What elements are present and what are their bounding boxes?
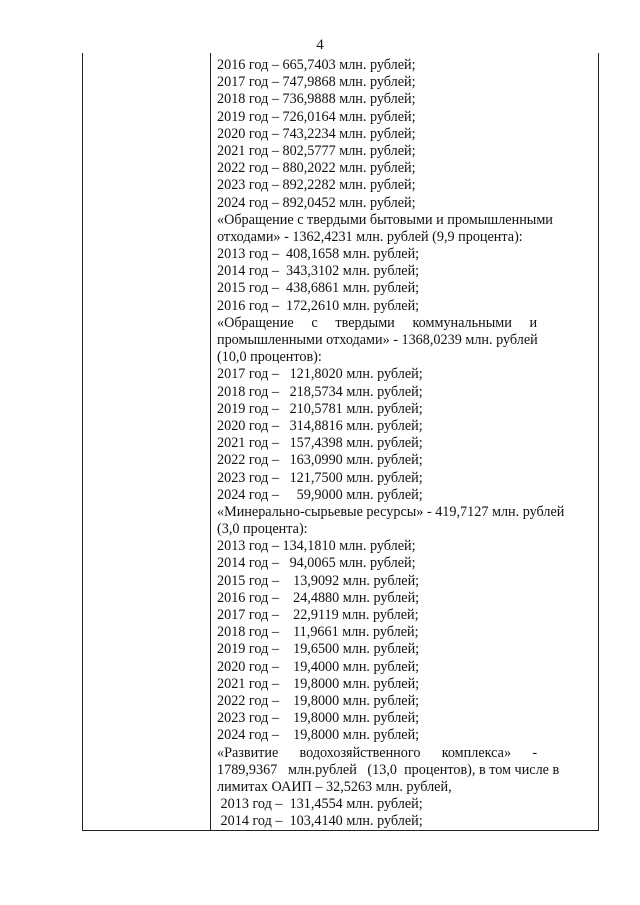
year-line: 2022 год – 163,0990 млн. рублей; [217,452,423,469]
year-line: 2014 год – 343,3102 млн. рублей; [217,263,420,280]
year-line: 2019 год – 726,0164 млн. рублей; [217,108,416,125]
year-line: 2019 год – 210,5781 млн. рублей; [217,400,423,417]
year-line: 2016 год – 24,4880 млн. рублей; [217,589,420,606]
year-line: 2013 год – 131,4554 млн. рублей; [217,796,423,813]
funding-years-block-4 [217,538,595,744]
year-line: 2023 год – 121,7500 млн. рублей; [217,469,423,486]
year-line: 2020 год – 743,2234 млн. рублей; [217,125,416,142]
section-heading-line: (10,0 процентов): [217,349,322,366]
year-line: 2017 год – 747,9868 млн. рублей; [217,74,416,91]
funding-years-block-1 [217,57,595,212]
page-number: 4 [316,37,324,53]
year-line: 2021 год – 802,5777 млн. рублей; [217,142,416,159]
section-heading-mineral-resources [217,504,595,538]
year-line: 2014 год – 94,0065 млн. рублей; [217,555,416,572]
section-heading-line: «Обращение с твердыми бытовыми и промышленными [217,211,553,228]
year-line: 2018 год – 11,9661 млн. рублей; [217,624,419,641]
year-line: 2022 год – 19,8000 млн. рублей; [217,692,420,709]
section-heading-line: промышленными отходами» - 1368,0239 млн. рублей [217,332,538,348]
year-line: 2019 год – 19,6500 млн. рублей; [217,641,420,658]
year-line: 2015 год – 13,9092 млн. рублей; [217,572,420,589]
section-heading-line: «Развитие водохозяйственного комплекса» - [217,744,538,761]
year-line: 2015 год – 438,6861 млн. рублей; [217,280,420,297]
year-line: 2016 год – 665,7403 млн. рублей; [217,57,416,73]
year-line: 2024 год – 19,8000 млн. рублей; [217,727,420,744]
section-heading-line: (3,0 процента): [217,521,308,538]
year-line: 2016 год – 172,2610 млн. рублей; [217,297,420,314]
year-line: 2017 год – 121,8020 млн. рублей; [217,366,423,383]
table-right-column [217,57,595,830]
year-line: 2021 год – 157,4398 млн. рублей; [217,435,423,452]
section-heading-water-management [217,745,595,797]
year-line: 2017 год – 22,9119 млн. рублей; [217,607,419,623]
table-left-column [83,53,211,830]
section-heading-line: «Обращение с твердыми коммунальными и [217,314,538,331]
year-line: 2013 год – 408,1658 млн. рублей; [217,246,420,263]
funding-years-block-5 [217,796,595,830]
year-line: 2013 год – 134,1810 млн. рублей; [217,538,416,555]
funding-years-block-3 [217,366,595,504]
funding-years-block-2 [217,246,595,315]
year-line: 2018 год – 218,5734 млн. рублей; [217,383,423,400]
section-heading-solid-waste [217,212,595,246]
year-line: 2020 год – 314,8816 млн. рублей; [217,417,423,434]
year-line: 2023 год – 892,2282 млн. рублей; [217,177,416,194]
year-line: 2021 год – 19,8000 млн. рублей; [217,675,420,692]
document-table [82,53,599,831]
year-line: 2024 год – 59,9000 млн. рублей; [217,486,423,503]
section-heading-line: отходами» - 1362,4231 млн. рублей (9,9 процента): [217,228,523,245]
year-line: 2023 год – 19,8000 млн. рублей; [217,710,420,727]
section-heading-communal-waste [217,315,595,367]
section-heading-line: лимитах ОАИП – 32,5263 млн. рублей, [217,778,452,795]
year-line: 2018 год – 736,9888 млн. рублей; [217,91,416,108]
section-heading-line: 1789,9367 млн.рублей (13,0 процентов), в том числе в [217,761,560,778]
year-line: 2020 год – 19,4000 млн. рублей; [217,658,420,675]
section-heading-line: «Минерально-сырьевые ресурсы» - 419,7127 млн. рублей [217,503,565,520]
year-line: 2024 год – 892,0452 млн. рублей; [217,194,416,211]
year-line: 2022 год – 880,2022 млн. рублей; [217,160,416,177]
year-line: 2014 год – 103,4140 млн. рублей; [217,813,423,830]
